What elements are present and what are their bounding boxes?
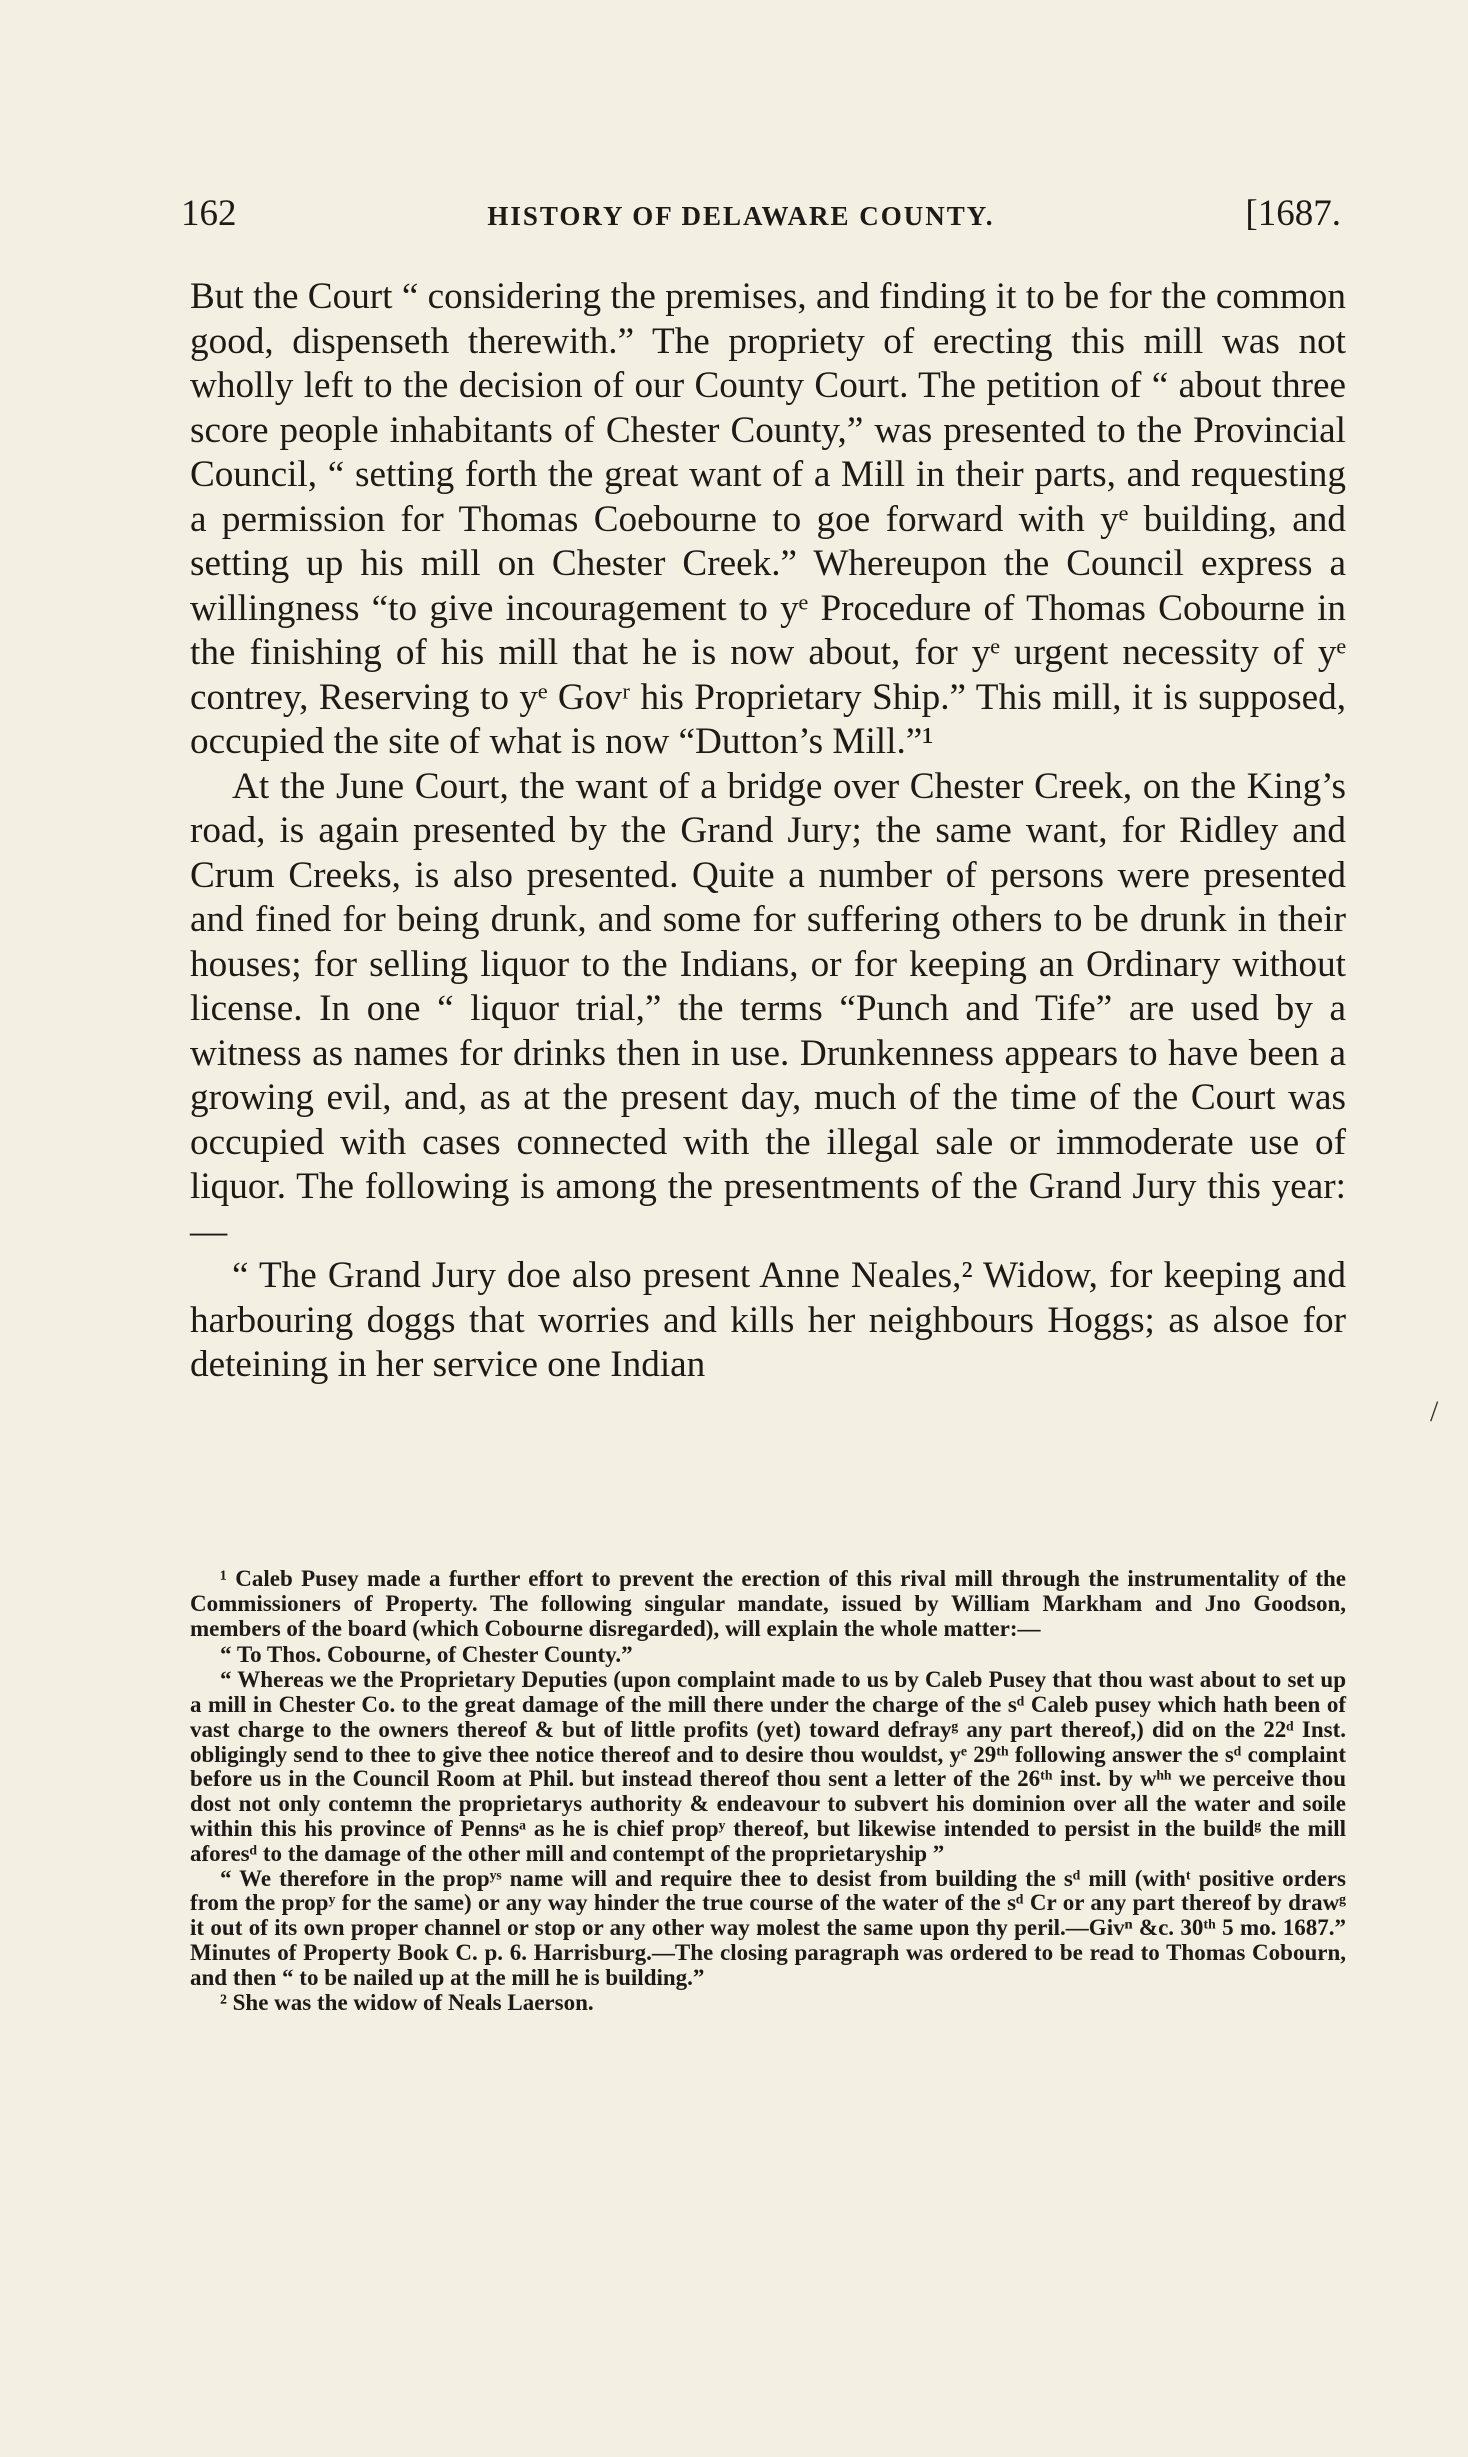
header-year: [1687. xyxy=(1245,193,1341,234)
page-number: 162 xyxy=(181,193,237,234)
body-paragraph: But the Court “ considering the premises, and finding it to be for the common good, dispenseth therewith.” The propriety of erecting this mill was not wholly left to the decision of our County Court. The petition of “ about three score people inhabitants of Chester County,” was presented to the Provincial Council, “ setting forth the great want of a Mill in their parts, and requesting a permission for Thomas Coebourne to goe forward with yᵉ building, and setting up his mill on Chester Creek.” Whereupon the Council express a willingness “to give incouragement to yᵉ Procedure of Thomas Cobourne in the finishing of his mill that he is now about, for yᵉ urgent necessity of yᵉ contrey, Reserving to yᵉ Govʳ his Proprietary Ship.” This mill, it is supposed, occupied the site of what is now “Dutton’s Mill.”¹ xyxy=(190,276,1346,762)
footnote-quote: “ We therefore in the propʸˢ name will and require thee to desist from building the sᵈ mill (withᵗ positive orders from the propʸ for the same) or any way hinder the true course of the water of the sᵈ Cr or any part thereof by drawᵍ it out of its own proper channel or stop or any other way molest the same upon thy peril.—Givⁿ &c. 30ᵗʰ 5 mo. 1687.” Minutes of Property Book C. p. 6. Harrisburg.—The closing paragraph was ordered to be read to Thomas Cobourn, and then “ to be nailed up at the mill he is building.” xyxy=(190,1865,1346,1990)
footnotes xyxy=(190,1567,1346,2015)
margin-mark: / xyxy=(1430,1395,1439,1428)
footnote-2: ² She was the widow of Neals Laerson. xyxy=(220,1989,594,2015)
body-paragraph: “ The Grand Jury doe also present Anne Neales,² Widow, for keeping and harbouring doggs that worries and kills her neighbours Hoggs; as alsoe for deteining in her service one Indian xyxy=(190,1255,1346,1385)
footnote-quote: “ Whereas we the Proprietary Deputies (upon complaint made to us by Caleb Pusey that thou wast about to set up a mill in Chester Co. to the great damage of the mill there under the charge of the sᵈ Caleb pusey which hath been of vast charge to the owners thereof & but of little profits (yet) toward defrayᵍ any part thereof,) did on the 22ᵈ Inst. obligingly send to thee to give thee notice thereof and to desire thou wouldst, yᵉ 29ᵗʰ following answer the sᵈ complaint before us in the Council Room at Phil. but instead thereof thou sent a letter of the 26ᵗʰ inst. by wʰʰ we perceive thou dost not only contemn the proprietarys authority & endeavour to subvert his dominion over all the water and soile within this his province of Pennsᵃ as he is chief propʸ thereof, but likewise intended to persist in the buildᵍ the mill aforesᵈ to the damage of the other mill and contempt of the proprietaryship ” xyxy=(190,1667,1346,1866)
body-text xyxy=(190,275,1346,1388)
running-title: HISTORY OF DELAWARE COUNTY. xyxy=(487,201,995,231)
body-paragraph: At the June Court, the want of a bridge over Chester Creek, on the King’s road, is again presented by the Grand Jury; the same want, for Ridley and Crum Creeks, is also presented. Quite a number of persons were presented and fined for being drunk, and some for suffering others to be drunk in their houses; for selling liquor to the Indians, or for keeping an Ordinary without license. In one “ liquor trial,” the terms “Punch and Tife” are used by a witness as names for drinks then in use. Drunkenness appears to have been a growing evil, and, as at the present day, much of the time of the Court was occupied with cases connected with the illegal sale or immoderate use of liquor. The following is among the presentments of the Grand Jury this year:— xyxy=(190,765,1346,1252)
footnote-quote-heading: “ To Thos. Cobourne, of Chester County.” xyxy=(220,1642,633,1668)
footnote-1: ¹ Caleb Pusey made a further effort to prevent the erection of this rival mill through the instrumentality of the Commissioners of Property. The following singular mandate, issued by William Markham and Jno Goodson, members of the board (which Cobourne disregarded), will explain the whole matter:— xyxy=(190,1566,1346,1641)
page-header xyxy=(181,192,1341,235)
